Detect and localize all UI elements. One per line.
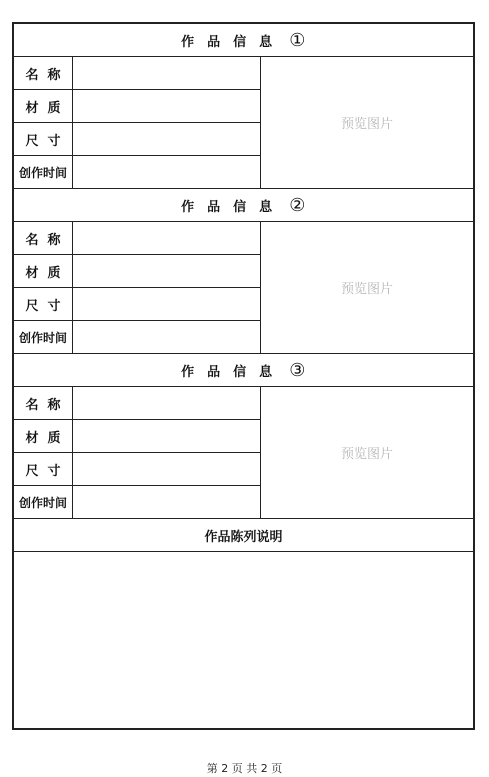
field-label-name: 名称: [14, 387, 73, 419]
field-row-name: [14, 222, 260, 255]
field-label-name: 名称: [14, 57, 73, 89]
field-value-name[interactable]: [73, 387, 260, 419]
preview-image-placeholder[interactable]: 预览图片: [340, 447, 393, 462]
field-value-name[interactable]: [73, 222, 260, 254]
field-value-material[interactable]: [73, 255, 260, 287]
field-value-material[interactable]: [73, 420, 260, 452]
field-label-size: 尺寸: [14, 123, 73, 155]
field-row-size: [14, 288, 260, 321]
field-label-creation-time: 创作时间: [14, 321, 73, 354]
preview-image-placeholder[interactable]: 预览图片: [340, 282, 393, 297]
field-row-size: [14, 453, 260, 486]
field-label-size: 尺寸: [14, 453, 73, 485]
field-value-creation-time[interactable]: [73, 486, 260, 519]
field-label-material: 材质: [14, 255, 73, 287]
section-2-title: 作品信息: [181, 199, 286, 215]
field-row-creation-time: [14, 321, 260, 354]
section-3-header: [14, 354, 473, 387]
field-value-creation-time[interactable]: [73, 156, 260, 189]
field-value-material[interactable]: [73, 90, 260, 122]
section-2-body: [14, 222, 473, 354]
section-1-header: [14, 24, 473, 57]
section-1-title: 作品信息: [181, 34, 286, 50]
field-label-creation-time: 创作时间: [14, 156, 73, 189]
section-1-body: [14, 57, 473, 189]
field-value-creation-time[interactable]: [73, 321, 260, 354]
field-row-name: [14, 57, 260, 90]
section-3-title: 作品信息: [181, 364, 286, 380]
section-2-header: [14, 189, 473, 222]
notes-body[interactable]: [14, 552, 473, 728]
section-2-number: ②: [289, 194, 306, 216]
field-label-creation-time: 创作时间: [14, 486, 73, 519]
section-3-number: ③: [289, 359, 306, 381]
field-value-size[interactable]: [73, 123, 260, 155]
field-row-size: [14, 123, 260, 156]
section-1-fields: [14, 57, 261, 188]
field-row-material: [14, 255, 260, 288]
preview-image-placeholder[interactable]: 预览图片: [340, 117, 393, 132]
form-sheet: [12, 22, 475, 730]
field-value-size[interactable]: [73, 288, 260, 320]
field-row-creation-time: [14, 156, 260, 189]
field-label-material: 材质: [14, 90, 73, 122]
field-label-name: 名称: [14, 222, 73, 254]
page-footer: 第 2 页 共 2 页: [206, 762, 283, 775]
notes-header: 作品陈列说明: [14, 519, 473, 552]
field-row-material: [14, 90, 260, 123]
section-1-number: ①: [289, 29, 306, 51]
field-value-name[interactable]: [73, 57, 260, 89]
section-3-body: [14, 387, 473, 519]
field-label-material: 材质: [14, 420, 73, 452]
field-row-creation-time: [14, 486, 260, 519]
field-row-material: [14, 420, 260, 453]
field-value-size[interactable]: [73, 453, 260, 485]
section-2-fields: [14, 222, 261, 353]
field-label-size: 尺寸: [14, 288, 73, 320]
section-3-fields: [14, 387, 261, 518]
field-row-name: [14, 387, 260, 420]
